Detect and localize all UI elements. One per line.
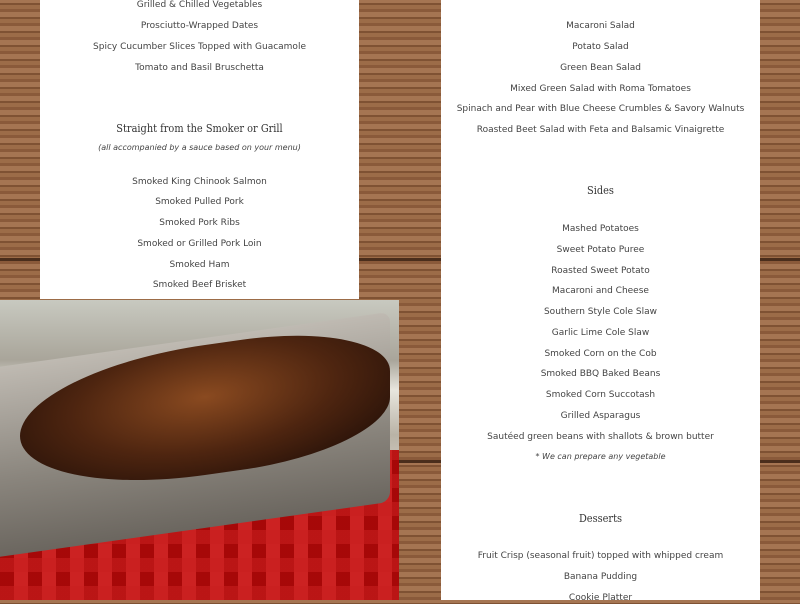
menu-item: Smoked Beef Brisket [152, 280, 247, 290]
menu-item: Cookie Platter [568, 593, 633, 603]
menu-item: Potato Salad [572, 42, 629, 52]
menu-item: Sweet Potato Puree [556, 245, 645, 255]
section-subtitle: (all accompanied by a sauce based on your menu) [98, 143, 301, 152]
menu-item: Mashed Potatoes [562, 224, 639, 234]
menu-item: Southern Style Cole Slaw [543, 307, 658, 317]
bbq-food-photo [0, 300, 399, 600]
menu-card-left [40, 0, 359, 299]
section-title-smoker: Straight from the Smoker or Grill [116, 121, 283, 135]
menu-item: Green Bean Salad [560, 63, 641, 73]
menu-item: Prosciutto-Wrapped Dates [140, 21, 259, 31]
menu-item: Smoked Corn Succotash [545, 390, 656, 400]
menu-item: Smoked Pulled Pork [155, 197, 244, 207]
menu-item: Sautéed green beans with shallots & brown butter [487, 432, 714, 442]
menu-item: Macaroni and Cheese [552, 286, 649, 296]
sides-note: * We can prepare any vegetable [535, 452, 666, 461]
menu-item: Macaroni Salad [566, 21, 635, 31]
menu-item: Grilled Asparagus [560, 411, 641, 421]
menu-item: Tomato and Basil Bruschetta [135, 63, 264, 73]
menu-item: Smoked Ham [169, 260, 230, 270]
section-title-desserts: Desserts [578, 511, 623, 525]
menu-item: Smoked BBQ Baked Beans [540, 369, 661, 379]
menu-item: Garlic Lime Cole Slaw [551, 328, 650, 338]
menu-item: Fruit Crisp (seasonal fruit) topped with whipped cream [477, 551, 724, 561]
menu-item: Smoked King Chinook Salmon [132, 177, 267, 187]
menu-item: Smoked Corn on the Cob [544, 349, 657, 359]
menu-item: Banana Pudding [563, 572, 638, 582]
section-title-sides: Sides [587, 183, 614, 197]
menu-item: Smoked or Grilled Pork Loin [137, 239, 262, 249]
menu-card-right [441, 0, 760, 603]
menu-item: Spicy Cucumber Slices Topped with Guacamole [93, 42, 306, 52]
menu-item: Roasted Sweet Potato [551, 266, 650, 276]
menu-item: Spinach and Pear with Blue Cheese Crumbles & Savory Walnuts [456, 104, 745, 114]
menu-item: Mixed Green Salad with Roma Tomatoes [510, 84, 691, 94]
menu-item: Smoked Pork Ribs [159, 218, 240, 228]
menu-item: Roasted Beet Salad with Feta and Balsamic Vinaigrette [476, 125, 725, 135]
menu-item: Grilled & Chilled Vegetables [136, 0, 263, 10]
